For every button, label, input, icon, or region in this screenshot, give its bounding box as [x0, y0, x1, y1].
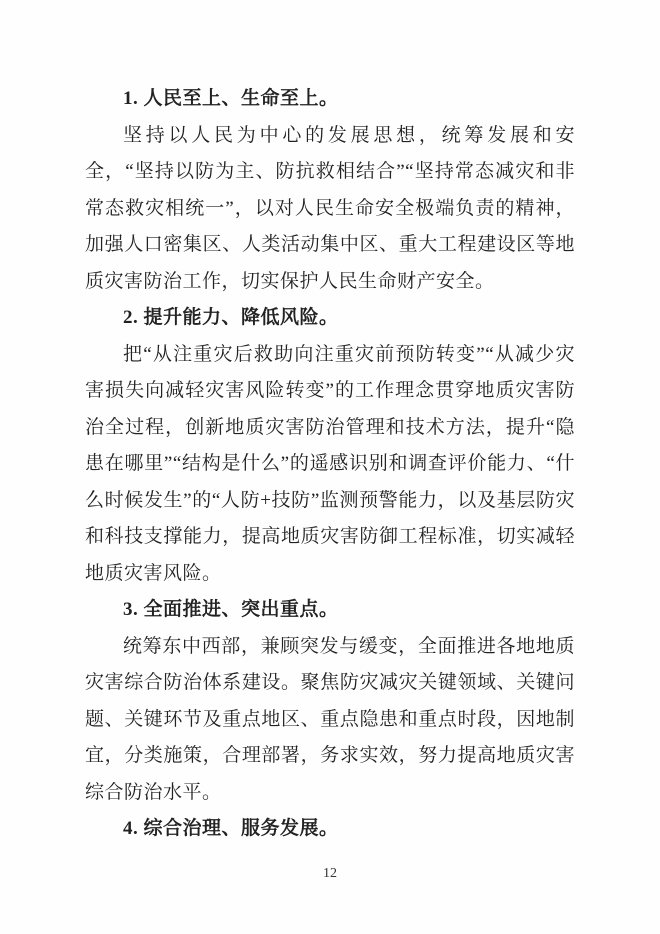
section-3	[85, 592, 575, 811]
section-4	[85, 811, 575, 848]
section-paragraph: 把“从注重灾后救助向注重灾前预防转变”“从减少灾害损失向减轻灾害风险转变”的工作理念贯穿地质灾害防治全过程，创新地质灾害防治管理和技术方法，提升“隐患在哪里”“结构是什么”的遥感识别和调查评价能力、“什么时候发生”的“人防+技防”监测预警能力，以及基层防灾和科技支撑能力，提高地质灾害防御工程标准，切实减轻地质灾害风险。	[85, 343, 575, 584]
section-heading: 3. 全面推进、突出重点。	[123, 599, 339, 620]
section-heading: 2. 提升能力、降低风险。	[123, 307, 339, 328]
document-body	[85, 81, 575, 848]
section-paragraph: 统筹东中西部，兼顾突发与缓变，全面推进各地地质灾害综合防治体系建设。聚焦防灾减灾关键领域、关键问题、关键环节及重点地区、重点隐患和重点时段，因地制宜，分类施策，合理部署，务求实效，努力提高地质灾害综合防治水平。	[85, 635, 575, 803]
section-heading: 4. 综合治理、服务发展。	[123, 818, 339, 839]
section-2	[85, 300, 575, 592]
page-number: 12	[323, 866, 337, 881]
section-heading: 1. 人民至上、生命至上。	[123, 88, 339, 109]
section-paragraph: 坚持以人民为中心的发展思想，统筹发展和安全，“坚持以防为主、防抗救相结合”“坚持常态减灾和非常态救灾相统一”，以对人民生命安全极端负责的精神，加强人口密集区、人类活动集中区、重大工程建设区等地质灾害防治工作，切实保护人民生命财产安全。	[85, 124, 575, 292]
section-1	[85, 81, 575, 300]
